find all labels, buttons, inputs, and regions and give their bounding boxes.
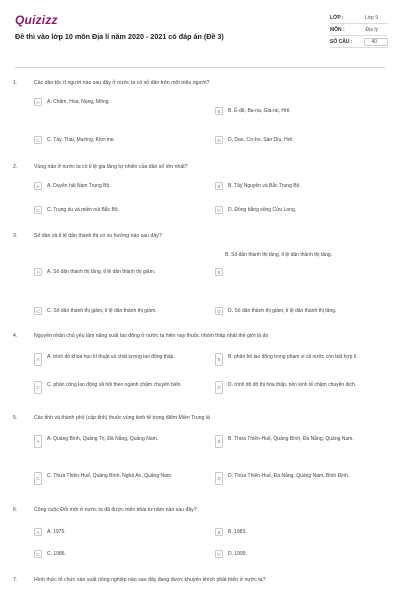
question-number: 4. — [13, 333, 18, 339]
option-text: B. phân bố lao động trong phạm vi cả nước còn bất hợp lí. — [228, 354, 358, 360]
option-text: D. Thừa Thiên-Huế, Đà Nẵng, Quảng Nam, Bình Định. — [228, 473, 350, 479]
option-d[interactable] — [215, 381, 378, 394]
page-header — [0, 0, 400, 64]
option-letter: B — [215, 528, 223, 536]
option-text: D. Dao, Cơ-ho, Sán Dìu, Hrê. — [228, 137, 294, 143]
option-letter: D — [215, 136, 223, 144]
option-c[interactable] — [34, 307, 157, 315]
option-letter: B — [215, 353, 223, 366]
option-letter: B — [215, 182, 223, 190]
question-text: Số dân và tỉ lệ dân thành thị có xu hướng nào sau đây? — [34, 233, 162, 239]
question-number: 1. — [13, 80, 18, 86]
question-number: 2. — [13, 164, 18, 170]
option-c[interactable] — [34, 472, 197, 485]
option-letter: D — [215, 381, 223, 394]
option-letter: C — [34, 472, 42, 485]
option-letter: B — [215, 107, 223, 115]
option-letter: C — [34, 550, 42, 558]
option-a[interactable] — [34, 182, 111, 190]
option-text: A. Duyên hải Nam Trung Bộ. — [47, 183, 111, 189]
question-text: Vùng nào ở nước ta có tỉ lệ gia tăng tự nhiên của dân số lớn nhất? — [34, 164, 188, 170]
option-letter: A — [34, 353, 42, 366]
option-letter: A — [34, 182, 42, 190]
option-c[interactable] — [34, 550, 66, 558]
option-c[interactable] — [34, 136, 115, 144]
option-letter: C — [34, 307, 42, 315]
option-letter: A — [34, 435, 42, 448]
question-number: 3. — [13, 233, 18, 239]
option-letter: C — [34, 381, 42, 394]
option-text: A. Quảng Bình, Quảng Trị, Đà Nẵng, Quảng Nam. — [47, 436, 159, 442]
option-d[interactable] — [215, 472, 378, 485]
option-a[interactable] — [34, 528, 66, 536]
option-b[interactable] — [215, 353, 378, 366]
option-text: C. phân công lao động xã hội theo ngành chậm chuyển biến. — [47, 382, 182, 388]
question-text: Công cuộc Đổi mới ở nước ta đã được triển khai từ năm nào sau đây? — [34, 507, 197, 513]
option-letter: A — [34, 268, 42, 276]
option-a[interactable] — [34, 98, 110, 106]
option-letter: B — [215, 268, 223, 276]
option-text: A. Số dân thành thị tăng, tỉ lệ dân thành thị giảm. — [47, 269, 156, 275]
option-a[interactable] — [34, 353, 187, 366]
meta-row-grade — [330, 12, 388, 24]
option-text: D. Đồng bằng sông Cửu Long. — [228, 207, 297, 213]
option-text: B. 1983. — [228, 529, 247, 535]
meta-label: LỚP : — [330, 14, 344, 21]
meta-row-subject — [330, 24, 388, 36]
option-b-box[interactable] — [215, 268, 223, 276]
option-b[interactable] — [215, 528, 247, 536]
option-text: C. Tày, Thái, Mường, Khơ-me. — [47, 137, 115, 143]
question-number: 6. — [13, 507, 18, 513]
option-letter: D — [215, 550, 223, 558]
question-number: 7. — [13, 577, 18, 583]
option-text: C. Trung du và miền núi Bắc Bộ. — [47, 207, 119, 213]
question-text: Hình thức tổ chức sản xuất nông nghiệp nào sau đây đang được khuyến khích phát triển ở nước ta? — [34, 577, 266, 583]
option-c[interactable] — [34, 206, 119, 214]
question-text: Các dân tộc ít người nào sau đây ở nước ta có số dân trên một triệu người? — [34, 80, 210, 86]
option-letter: A — [34, 98, 42, 106]
option-text: A. trình độ khoa học kĩ thuật và chất lượng lao động thấp. — [47, 354, 175, 360]
option-letter: D — [215, 307, 223, 315]
option-text: D. trình độ đô thị hóa thấp, nền kinh tế chậm chuyển dịch. — [228, 382, 357, 388]
meta-value: Địa lý — [365, 26, 378, 33]
option-text: B. Ê-đê, Ba-na, Gia-rai, Hrê. — [228, 108, 291, 114]
option-letter: D — [215, 472, 223, 485]
option-text: B. Tây Nguyên và Bắc Trung Bộ. — [228, 183, 301, 189]
quizizz-logo: Quizizz — [15, 13, 58, 27]
option-a[interactable] — [34, 268, 155, 276]
option-letter: C — [34, 206, 42, 214]
question-number: 5. — [13, 415, 18, 421]
meta-label: MÔN : — [330, 26, 345, 33]
meta-row-count — [330, 36, 388, 48]
option-letter: A — [34, 528, 42, 536]
option-text: C. Thừa Thiên-Huế, Quảng Bình, Nghệ An, Quảng Nam. — [47, 473, 173, 479]
page-title: Đề thi vào lớp 10 môn Địa lí năm 2020 - 2021 có đáp án (Đề 3) — [15, 32, 224, 41]
question-text: Nguyên nhân chủ yếu làm năng suất lao động ở nước ta hiện nay thuộc nhóm thấp nhất thế giới là do — [34, 333, 269, 339]
option-a[interactable] — [34, 435, 197, 448]
option-text: B. Thừa Thiên-Huế, Quảng Bình, Đà Nẵng, Quảng Nam. — [228, 436, 354, 442]
option-letter: C — [34, 136, 42, 144]
option-c[interactable] — [34, 381, 187, 394]
option-d[interactable] — [215, 307, 336, 315]
option-b[interactable] — [215, 435, 378, 448]
option-text: B. Số dân thành thị tăng, tỉ lệ dân thành thị tăng. — [225, 252, 333, 258]
option-b[interactable] — [215, 251, 332, 259]
option-text: C. Số dân thành thị giảm, tỉ lệ dân thành thị giảm. — [47, 308, 157, 314]
option-d[interactable] — [215, 206, 296, 214]
option-text: D. Số dân thành thị giảm, tỉ lệ dân thành thị tăng. — [228, 308, 337, 314]
option-b[interactable] — [215, 107, 291, 115]
meta-label: SỐ CÂU : — [330, 38, 353, 45]
option-d[interactable] — [215, 550, 247, 558]
header-divider — [15, 67, 385, 68]
meta-value: Lớp 9 — [364, 14, 378, 21]
option-text: A. Chăm, Hoa, Nùng, Mông. — [47, 99, 110, 105]
option-text: C. 1986. — [47, 551, 66, 557]
option-text: A. 1975. — [47, 529, 66, 535]
question-text: Các tỉnh và thành phố (cấp tỉnh) thuộc vùng kinh tế trọng điểm Miền Trung là — [34, 415, 210, 421]
meta-table — [330, 12, 388, 48]
option-b[interactable] — [215, 182, 301, 190]
option-letter: B — [215, 435, 223, 448]
option-letter: D — [215, 206, 223, 214]
option-text: D. 1999. — [228, 551, 247, 557]
meta-value: 40 — [364, 38, 388, 46]
option-d[interactable] — [215, 136, 294, 144]
